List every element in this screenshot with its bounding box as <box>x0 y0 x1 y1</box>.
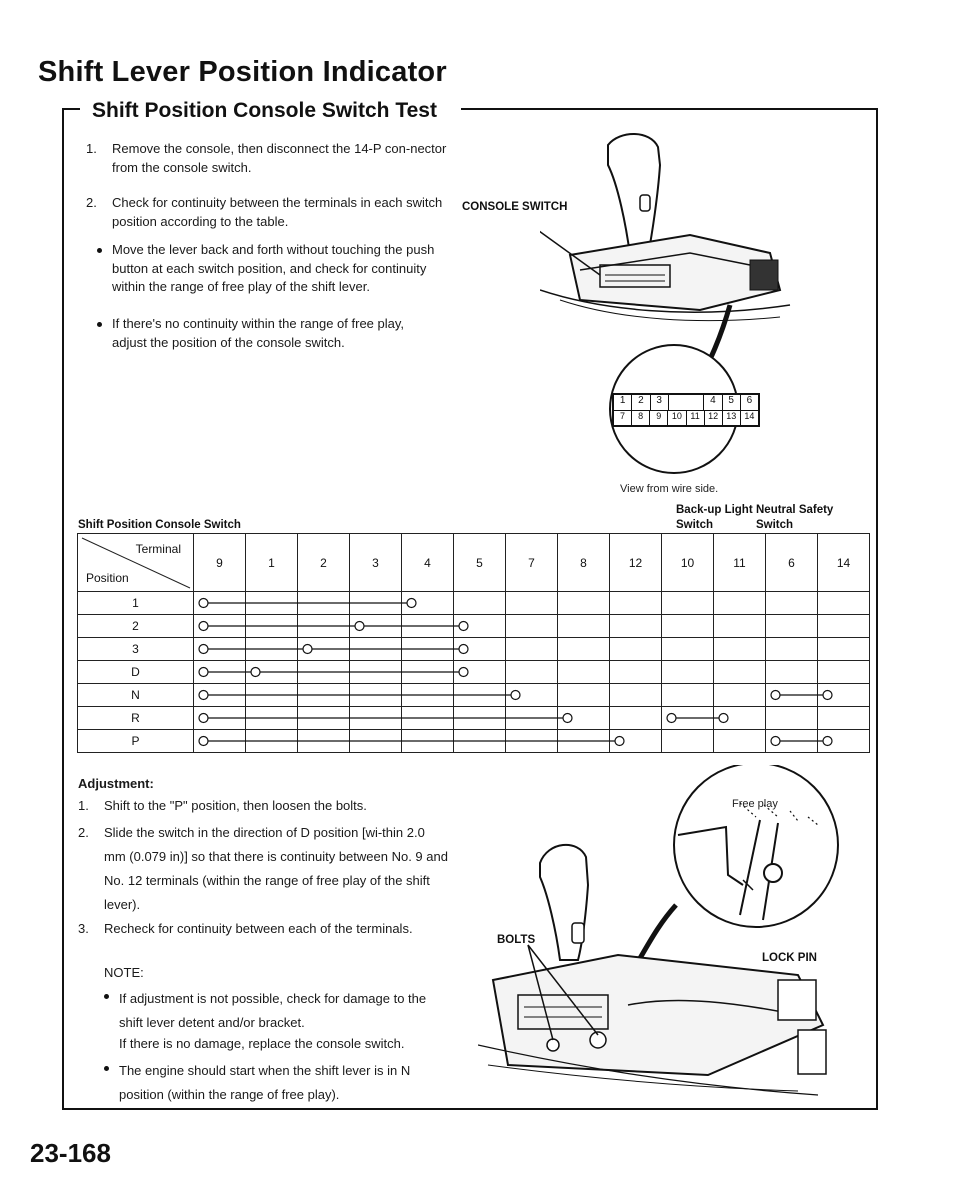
table-cell <box>194 638 246 661</box>
table-cell <box>714 684 766 707</box>
table-cell <box>194 707 246 730</box>
table-cell <box>766 684 818 707</box>
adjust-step-1 <box>78 797 450 817</box>
adjust-step-2-number: 2. <box>78 825 89 840</box>
step-2-number: 2. <box>86 195 97 210</box>
adjust-step-2-text: Slide the switch in the direction of D position [wi-thin 2.0 mm (0.079 in)] so that there is continuity between No. 9 and No. 12 terminals (within the range of free play of the shift lever). <box>104 825 448 912</box>
table-corner-header <box>78 534 194 592</box>
terminal-col-header: 5 <box>454 534 506 592</box>
position-cell: N <box>78 684 194 707</box>
pin: 13 <box>723 411 741 425</box>
table-cell <box>194 592 246 615</box>
table-cell <box>818 707 870 730</box>
table-cell <box>506 615 558 638</box>
table-cell <box>714 615 766 638</box>
adjustment-heading: Adjustment: <box>78 776 154 791</box>
table-cell <box>610 615 662 638</box>
table-cell <box>714 592 766 615</box>
terminal-col-header: 12 <box>610 534 662 592</box>
table-cell <box>662 730 714 753</box>
table-cell <box>194 730 246 753</box>
pin: 14 <box>744 411 755 421</box>
bullet-dot <box>104 1066 109 1071</box>
table-cell <box>402 661 454 684</box>
bullet-dot <box>97 248 102 253</box>
table-cell <box>402 592 454 615</box>
view-caption: View from wire side. <box>620 483 719 495</box>
table-cell <box>350 730 402 753</box>
table-cell <box>662 684 714 707</box>
bullet-1 <box>97 241 447 317</box>
table-cell <box>194 661 246 684</box>
table-row <box>78 730 870 753</box>
pin: 3 <box>651 395 669 410</box>
connector-14p <box>612 393 760 427</box>
connector-row-top <box>614 395 758 411</box>
pin: 9 <box>650 411 668 425</box>
table-header-row <box>78 534 870 592</box>
table-caption: Shift Position Console Switch <box>78 519 241 531</box>
terminal-col-header: 11 <box>714 534 766 592</box>
table-cell <box>714 638 766 661</box>
table-cell <box>298 592 350 615</box>
table-cell <box>402 638 454 661</box>
pin: 10 <box>668 411 686 425</box>
table-cell <box>662 615 714 638</box>
bolts-label: BOLTS <box>497 934 536 946</box>
frame-bottom <box>62 1108 878 1110</box>
table-row <box>78 684 870 707</box>
table-cell <box>350 707 402 730</box>
table-cell <box>610 638 662 661</box>
table-cell <box>662 661 714 684</box>
table-cell <box>454 730 506 753</box>
bullet-2-text: If there's no continuity within the range of free play, adjust the position of the console switch. <box>112 316 405 350</box>
table-cell <box>298 615 350 638</box>
table-cell <box>454 638 506 661</box>
step-2-text: Check for continuity between the terminals in each switch position according to the table. <box>112 195 443 229</box>
terminal-col-header: 14 <box>818 534 870 592</box>
table-cell <box>246 592 298 615</box>
page-title: Shift Lever Position Indicator <box>38 56 447 88</box>
table-cell <box>818 638 870 661</box>
bullet-dot <box>104 994 109 999</box>
note-extra: If there is no damage, replace the console switch. <box>119 1036 405 1051</box>
pin: 8 <box>632 411 650 425</box>
terminal-col-header: 7 <box>506 534 558 592</box>
pin: 7 <box>614 411 632 425</box>
console-switch-label: CONSOLE SWITCH <box>462 201 568 213</box>
table-cell <box>610 730 662 753</box>
table-cell <box>558 615 610 638</box>
table-cell <box>454 592 506 615</box>
frame-right <box>876 108 878 1110</box>
table-row <box>78 638 870 661</box>
step-1-text: Remove the console, then disconnect the 14-P con-nector from the console switch. <box>112 141 447 175</box>
table-cell <box>246 684 298 707</box>
table-cell <box>194 684 246 707</box>
table-cell <box>818 684 870 707</box>
table-cell <box>558 661 610 684</box>
bullet-1-text: Move the lever back and forth without touching the push button at each switch position, and check for continuity within the range of free play of the shift lever. <box>112 242 435 294</box>
table-cell <box>610 661 662 684</box>
note-1 <box>104 987 454 1035</box>
table-cell <box>402 730 454 753</box>
table-cell <box>714 730 766 753</box>
free-play-label: Free play <box>732 798 778 810</box>
bullet-2 <box>97 315 447 355</box>
adjust-step-1-number: 1. <box>78 798 89 813</box>
table-row <box>78 707 870 730</box>
adjust-step-2 <box>78 821 450 921</box>
lock-pin-label: LOCK PIN <box>762 952 817 964</box>
table-cell <box>766 615 818 638</box>
table-cell <box>246 661 298 684</box>
table-cell <box>714 707 766 730</box>
table-cell <box>350 592 402 615</box>
step-1-number: 1. <box>86 141 97 156</box>
table-cell <box>298 707 350 730</box>
position-cell: D <box>78 661 194 684</box>
terminal-header: Terminal <box>135 542 181 556</box>
table-cell <box>298 730 350 753</box>
continuity-table <box>77 533 870 753</box>
bolts-lockpin-illustration <box>478 765 873 1105</box>
table-cell <box>558 592 610 615</box>
table-cell <box>506 684 558 707</box>
table-cell <box>662 707 714 730</box>
terminal-col-header: 3 <box>350 534 402 592</box>
pin: 11 <box>687 411 705 425</box>
table-row <box>78 615 870 638</box>
terminal-col-header: 2 <box>298 534 350 592</box>
terminal-col-header: 10 <box>662 534 714 592</box>
adjust-step-3 <box>78 917 450 965</box>
position-cell: P <box>78 730 194 753</box>
position-cell: 3 <box>78 638 194 661</box>
note-label: NOTE: <box>104 965 144 980</box>
table-cell <box>558 730 610 753</box>
pin: 1 <box>614 395 632 410</box>
frame-left <box>62 108 64 1110</box>
table-row <box>78 592 870 615</box>
table-cell <box>610 684 662 707</box>
table-cell <box>818 661 870 684</box>
position-header: Position <box>86 571 129 585</box>
frame-top-right <box>461 108 878 110</box>
bullet-dot <box>97 322 102 327</box>
table-cell <box>766 707 818 730</box>
table-cell <box>818 730 870 753</box>
table-cell <box>818 592 870 615</box>
table-cell <box>298 684 350 707</box>
table-cell <box>766 638 818 661</box>
table-cell <box>194 615 246 638</box>
table-cell <box>402 615 454 638</box>
adjust-step-1-text: Shift to the "P" position, then loosen the bolts. <box>104 798 367 813</box>
frame-top-left <box>62 108 80 110</box>
table-cell <box>454 707 506 730</box>
table-cell <box>714 661 766 684</box>
adjust-step-3-number: 3. <box>78 921 89 936</box>
step-2 <box>86 193 456 233</box>
note-1-text: If adjustment is not possible, check for damage to the shift lever detent and/or bracket. <box>119 991 427 1030</box>
table-cell <box>350 661 402 684</box>
position-cell: R <box>78 707 194 730</box>
pin: 12 <box>705 411 723 425</box>
table-cell <box>818 615 870 638</box>
note-2-text: The engine should start when the shift lever is in N position (within the range of free play). <box>119 1063 411 1102</box>
step-1 <box>86 139 456 179</box>
table-cell <box>506 707 558 730</box>
table-cell <box>350 615 402 638</box>
table-cell <box>454 615 506 638</box>
table-cell <box>298 661 350 684</box>
backup-light-switch-label: Back-up Light Switch <box>676 504 753 531</box>
table-cell <box>610 707 662 730</box>
table-cell <box>454 661 506 684</box>
table-cell <box>506 661 558 684</box>
section-subtitle: Shift Position Console Switch Test <box>92 99 437 122</box>
terminal-col-header: 6 <box>766 534 818 592</box>
table-cell <box>350 638 402 661</box>
table-cell <box>246 707 298 730</box>
terminal-col-header: 8 <box>558 534 610 592</box>
table-cell <box>766 730 818 753</box>
terminal-col-header: 1 <box>246 534 298 592</box>
table-cell <box>610 592 662 615</box>
table-cell <box>558 707 610 730</box>
table-body <box>78 592 870 753</box>
table-cell <box>506 592 558 615</box>
table-cell <box>402 684 454 707</box>
connector-row-bottom <box>614 411 758 425</box>
pin: 2 <box>632 395 650 410</box>
table-cell <box>766 661 818 684</box>
table-cell <box>558 684 610 707</box>
terminal-col-header: 4 <box>402 534 454 592</box>
table-cell <box>350 684 402 707</box>
note-2 <box>104 1059 454 1107</box>
position-cell: 1 <box>78 592 194 615</box>
table-cell <box>246 615 298 638</box>
latch <box>669 395 705 410</box>
pin: 6 <box>746 395 753 406</box>
table-cell <box>402 707 454 730</box>
table-cell <box>506 730 558 753</box>
page-number: 23-168 <box>30 1138 111 1168</box>
table-cell <box>558 638 610 661</box>
pin: 5 <box>723 395 741 410</box>
table-cell <box>246 638 298 661</box>
table-cell <box>298 638 350 661</box>
table-cell <box>246 730 298 753</box>
terminal-col-header: 9 <box>194 534 246 592</box>
table-cell <box>454 684 506 707</box>
position-cell: 2 <box>78 615 194 638</box>
table-cell <box>662 592 714 615</box>
table-cell <box>766 592 818 615</box>
neutral-safety-switch-label: Neutral Safety Switch <box>756 504 834 531</box>
table-cell <box>506 638 558 661</box>
table-row <box>78 661 870 684</box>
adjust-step-3-text: Recheck for continuity between each of the terminals. <box>104 921 413 936</box>
table-cell <box>662 638 714 661</box>
pin: 4 <box>704 395 722 410</box>
